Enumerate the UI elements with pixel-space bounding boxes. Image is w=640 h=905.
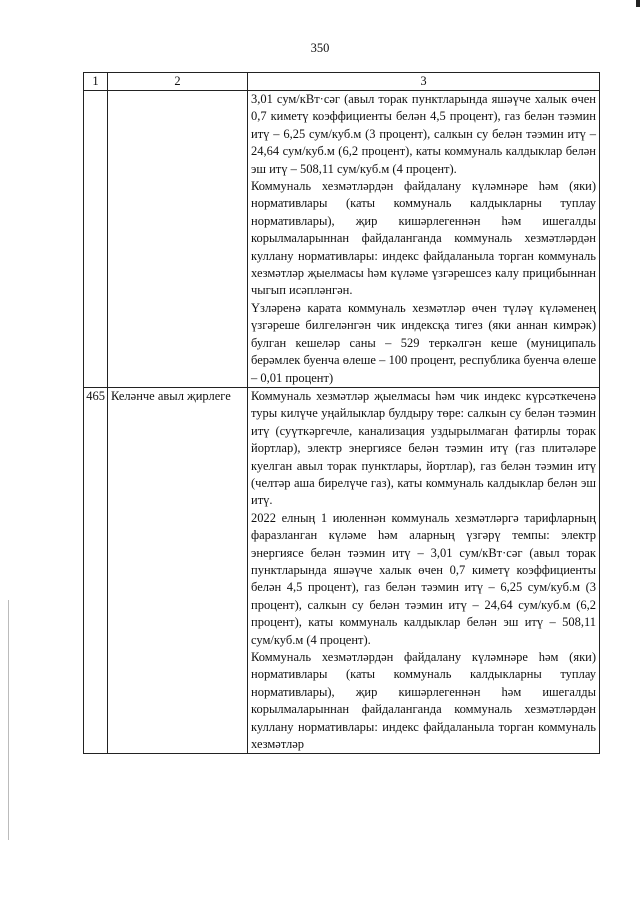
row-name: Келәнче авыл җирлеге: [108, 387, 248, 754]
row-paragraph: Коммуналь хезмәтләрдән файдалану күләмнәре һәм (яки) нормативлары (каты коммуналь калдыкларны туплау нормативлары), җир кишәрлегеннән һәм ишегалды корылмаларыннан файдаланганда коммуналь хезмәтләрдән куллану нормативлары: индекс файдаланыла торган коммуналь хезмәтләр җыелмасы һәм күләме үзгәрешсез калу прицибыннан чыгып исәпләнгән.: [251, 179, 596, 298]
row-paragraph: Коммуналь хезмәтләрдән файдалану күләмнәре һәм (яки) нормативлары (каты коммуналь калдыкларны туплау нормативлары), җир кишәрлегеннән һәм ишегалды корылмаларыннан файдаланганда коммуналь хезмәтләрдән куллану нормативлары: индекс файдаланыла торган коммуналь хезмәтләр: [251, 650, 596, 752]
row-paragraph: Үзләренә карата коммуналь хезмәтләр өчен түләү күләменең үзгәреше билгеләнгән чик индексқа тигез (яки аннан кимрәк) булган кешеләр саны – 529 теркәлгән кеше (муниципаль берәмлек буенча өлеше – 100 процент, республика буенча өлеше – 0,01 процент): [251, 300, 596, 385]
data-table: [83, 72, 600, 754]
row-text: [248, 387, 600, 754]
row-number: 465: [84, 387, 108, 754]
row-text: [248, 91, 600, 388]
header-cell-2: 2: [108, 73, 248, 91]
row-paragraph: 2022 елның 1 июленнән коммуналь хезмәтләргә тарифларның фаразланган күләме һәм аларның үзгәрү темпы: электр энергиясе белән тәэмин итү – 3,01 сум/кВт·сәг (авыл торак пунктларында яшәүче халык өчен 0,7 киметү коэффициенты белән 4,5 процент), газ белән тәэмин итү – 6,25 сум/куб.м (3 процент), салкын су белән тәэмин итү – 24,64 сум/куб.м (6,2 процент), каты коммуналь калдыклар белән эш итү – 508,11 сум/куб.м (4 процент).: [251, 510, 596, 647]
page-number: 350: [310, 41, 330, 55]
table-row: [84, 387, 600, 754]
row-number: [84, 91, 108, 388]
scan-edge-line: [8, 600, 9, 840]
header-cell-1: 1: [84, 73, 108, 91]
scan-corner-mark: [636, 0, 640, 7]
row-paragraph: Коммуналь хезмәтләр җыелмасы һәм чик индекс күрсәткеченә туры килүче уңайлыклар булдыру төре: салкын су белән тәэмин итү (суүткәргечле, канализация уздырылмаган фатирлы торак йортлар), электр энергиясе белән тәэмин итү (газ плитәләре куелган авыл торак пунктлары, йортлар), газ белән тәэмин итү (челтәр аша бирелүче газ), каты коммуналь калдыклар белән эш итү.: [251, 388, 596, 508]
row-paragraph: 3,01 сум/кВт·сәг (авыл торак пунктларында яшәүче халык өчен 0,7 киметү коэффициенты белән 4,5 процент), газ белән тәэмин итү – 6,25 сум/куб.м (3 процент), салкын су белән тәэмин итү – 24,64 сум/куб.м (6,2 процент), каты коммуналь калдыклар белән эш итү – 508,11 сум/куб.м (4 процент).: [251, 92, 596, 176]
row-name: [108, 91, 248, 388]
header-cell-3: 3: [248, 73, 600, 91]
table-row: [84, 91, 600, 388]
table-header-row: [84, 73, 600, 91]
